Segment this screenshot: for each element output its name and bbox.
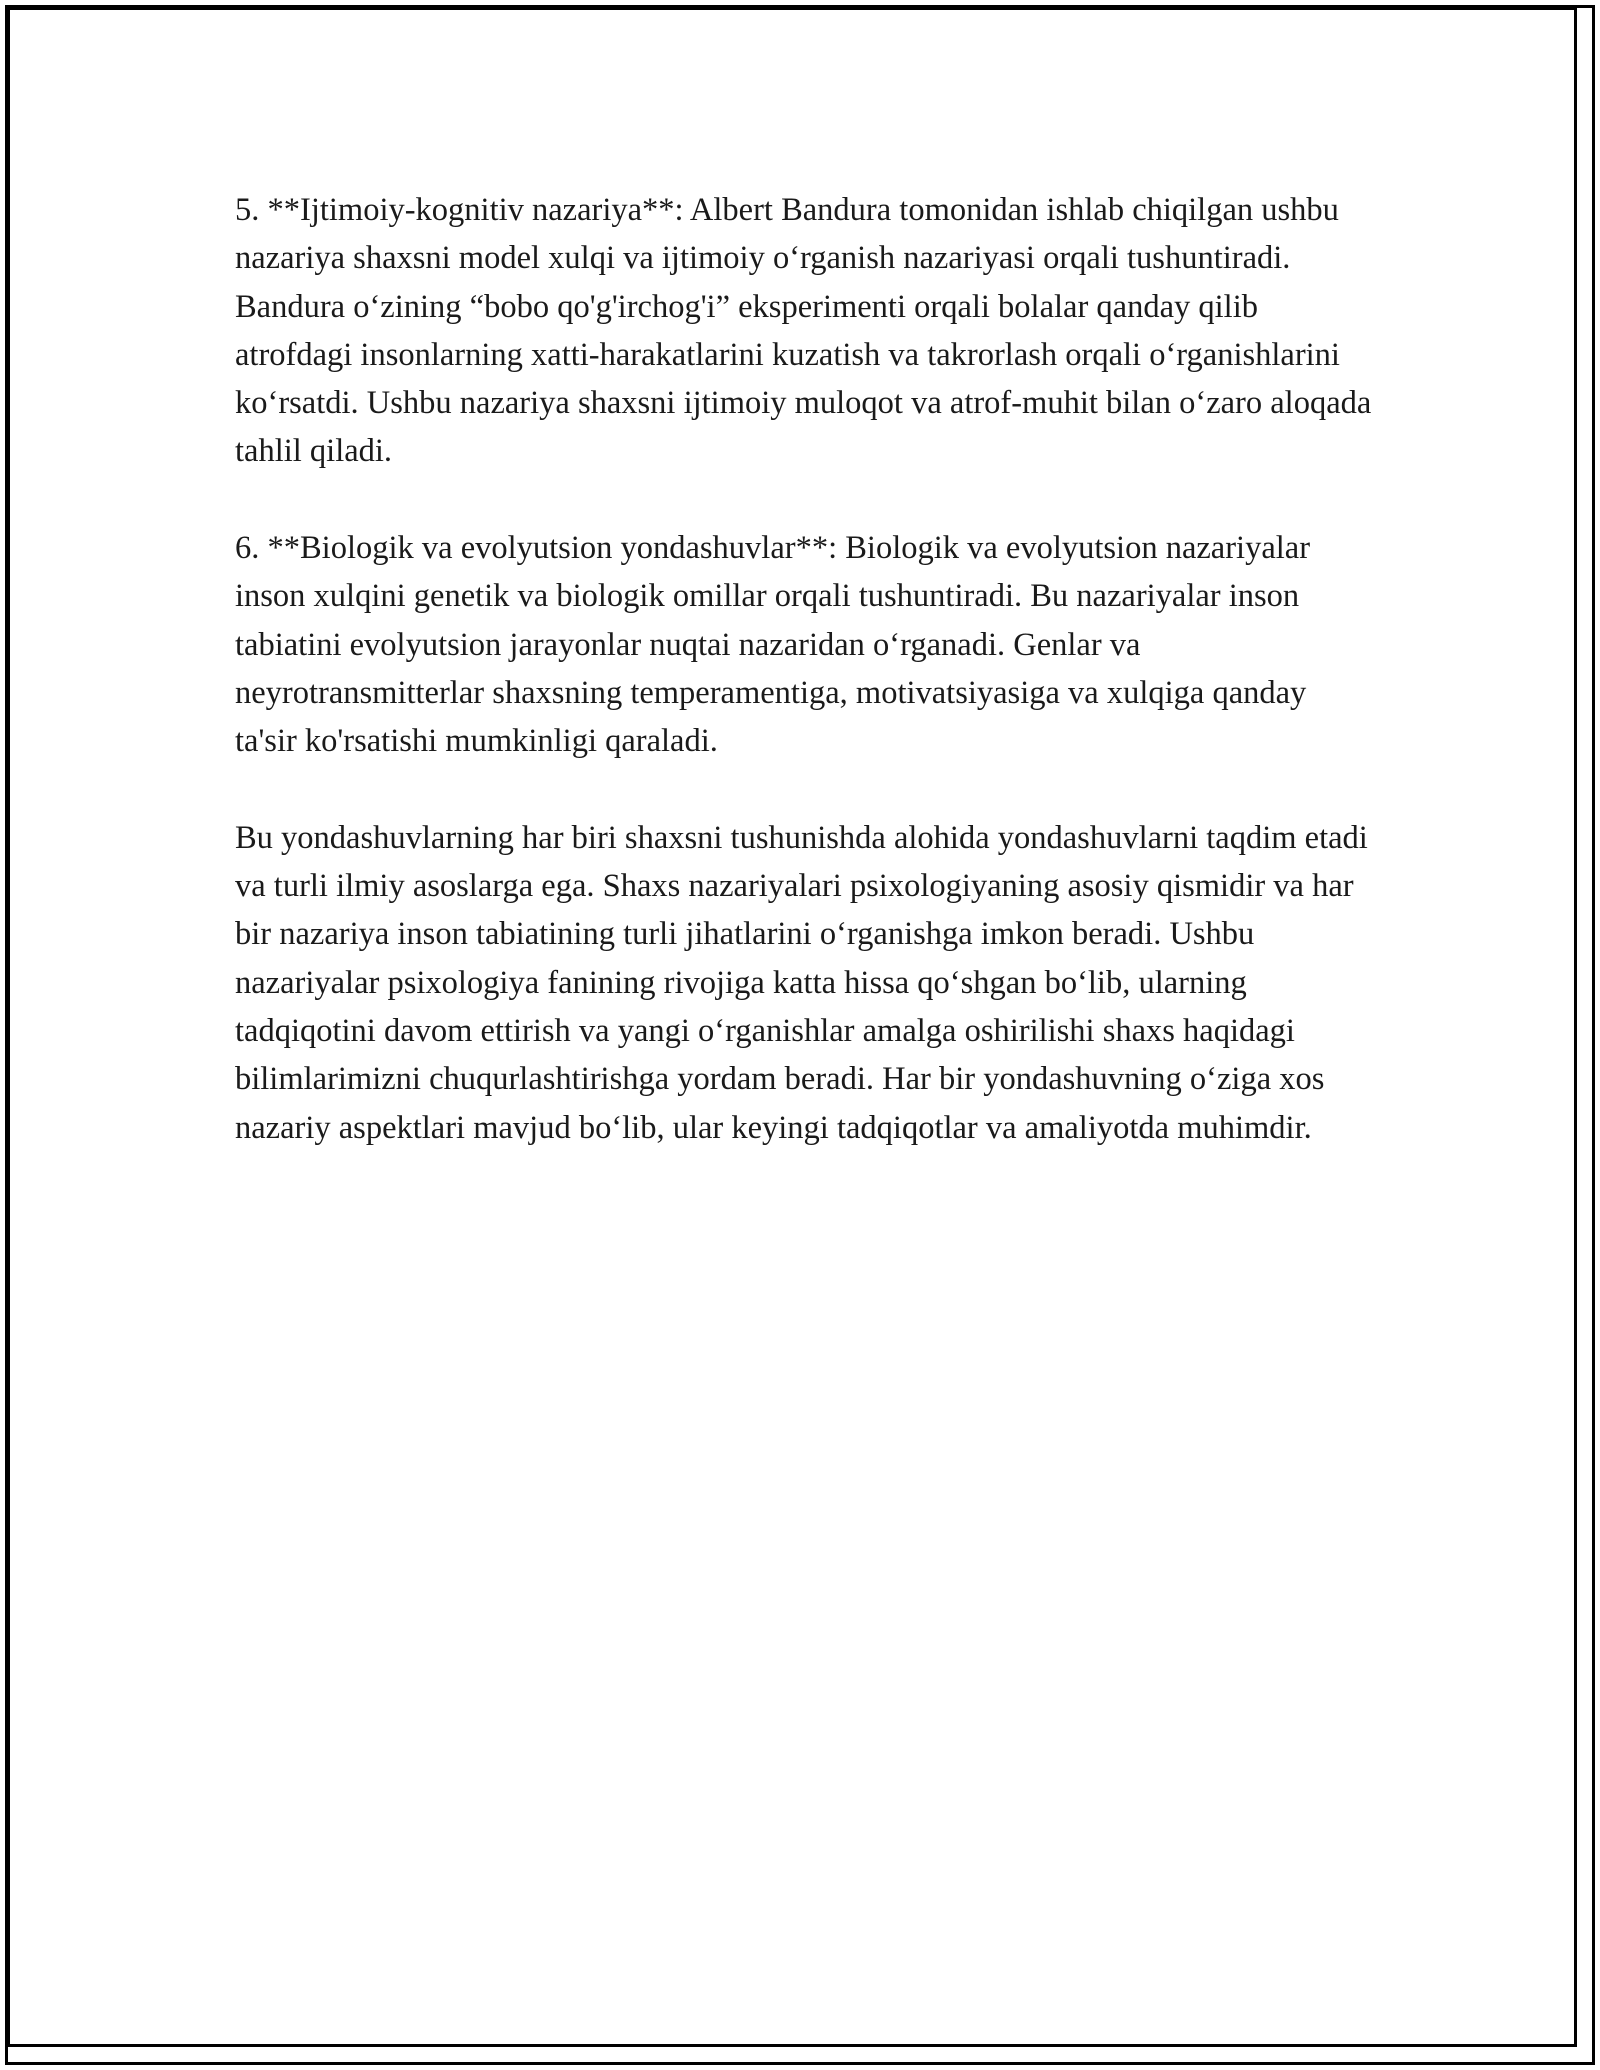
paragraph-biological-evolutionary-approaches: 6. **Biologik va evolyutsion yondashuvlar**: Biologik va evolyutsion nazariyalar inson xulqini genetik va biologik omillar orqali tushuntiradi. Bu nazariyalar inson tabiatini evolyutsion jarayonlar nuqtai nazaridan o‘rganadi. Genlar va neyrotransmitterlar shaxsning temperamentiga, motivatsiyasiga va xulqiga qanday ta'sir ko'rsatishi mumkinligi qaraladi. [235,530,1311,760]
document-body [235,186,1375,1152]
paragraph-social-cognitive-theory: 5. **Ijtimoiy-kognitiv nazariya**: Albert Bandura tomonidan ishlab chiqilgan ushbu nazariya shaxsni model xulqi va ijtimoiy o‘rganish nazariyasi orqali tushuntiradi. Bandura o‘zining “bobo qo'g'irchog'i” eksperimenti orqali bolalar qanday qilib atrofdagi insonlarning xatti-harakatlarini kuzatish va takrorlash orqali o‘rganishlarini ko‘rsatdi. Ushbu nazariya shaxsni ijtimoiy muloqot va atrof-muhit bilan o‘zaro aloqada tahlil qiladi. [235,192,1372,470]
paragraph-conclusion: Bu yondashuvlarning har biri shaxsni tushunishda alohida yondashuvlarni taqdim etadi va turli ilmiy asoslarga ega. Shaxs nazariyalari psixologiyaning asosiy qismidir va har bir nazariya inson tabiatining turli jihatlarini o‘rganishga imkon beradi. Ushbu nazariyalar psixologiya fanining rivojiga katta hissa qo‘shgan bo‘lib, ularning tadqiqotini davom ettirish va yangi o‘rganishlar amalga oshirilishi shaxs haqidagi bilimlarimizni chuqurlashtirishga yordam beradi. Har bir yondashuvning o‘ziga xos nazariy aspektlari mavjud bo‘lib, ular keyingi tadqiqotlar va amaliyotda muhimdir. [235,819,1368,1146]
